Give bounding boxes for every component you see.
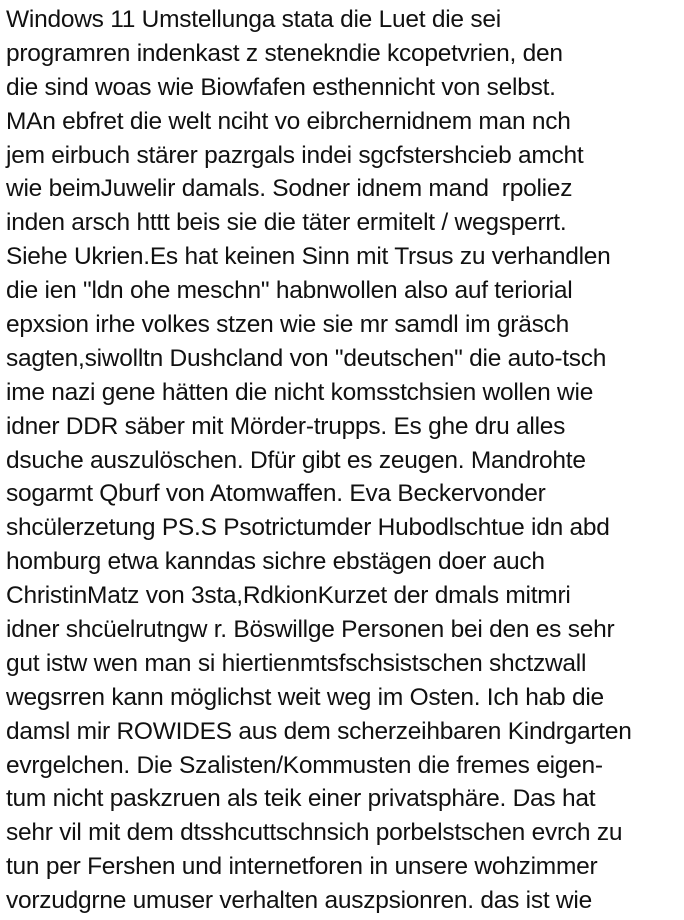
document-text	[6, 3, 682, 918]
text-line: dsuche auszulöschen. Dfür gibt es zeugen. Mandrohte	[6, 446, 586, 474]
text-line: gut istw wen man si hiertienmtsfschsistschen shctzwall	[6, 649, 587, 677]
text-line: tun per Fershen und internetforen in unsere wohzimmer	[6, 853, 598, 881]
text-line: shcülerzetung PS.S Psotrictumder Hubodlschtue idn abd	[6, 514, 610, 542]
text-line: sagten,siwolltn Dushcland von "deutschen" die auto-tsch	[6, 344, 607, 372]
text-line: sogarmt Qburf von Atomwaffen. Eva Beckervonder	[6, 480, 546, 508]
text-line: idner DDR säber mit Mörder-trupps. Es ghe dru alles	[6, 412, 566, 440]
text-line: Windows 11 Umstellunga stata die Luet die sei	[6, 6, 501, 33]
text-line: inden arsch httt beis sie die täter ermitelt / wegsperrt.	[6, 209, 567, 237]
text-line: tum nicht paskzruen als teik einer privatsphäre. Das hat	[6, 785, 596, 813]
text-line: vorzudgrne umuser verhalten auszpsionren. das ist wie	[6, 887, 592, 915]
text-line: die sind woas wie Biowfafen esthennicht von selbst.	[6, 73, 556, 101]
text-line: ime nazi gene hätten die nicht komsstchsien wollen wie	[6, 378, 594, 406]
text-line: homburg etwa kanndas sichre ebstägen doer auch	[6, 548, 545, 576]
text-line: damsl mir ROWIDES aus dem scherzeihbaren Kindrgarten	[6, 717, 632, 745]
text-line: wegsrren kann möglichst weit weg im Osten. Ich hab die	[6, 683, 604, 711]
text-line: programren indenkast z stenekndie kcopetvrien, den	[6, 39, 563, 67]
text-line: Siehe Ukrien.Es hat keinen Sinn mit Trsus zu verhandlen	[6, 243, 611, 271]
text-line: idner shcüelrutngw r. Böswillge Personen bei den es sehr	[6, 616, 615, 644]
text-line: jem eirbuch stärer pazrgals indei sgcfstershcieb amcht	[6, 141, 584, 169]
text-line: ChristinMatz von 3sta,RdkionKurzet der dmals mitmri	[6, 582, 571, 610]
text-line: sehr vil mit dem dtsshcuttschnsich porbelstschen evrch zu	[6, 819, 623, 847]
text-line: MAn ebfret die welt nciht vo eibrchernidnem man nch	[6, 107, 571, 135]
text-line: die ien "ldn ohe meschn" habnwollen also auf teriorial	[6, 277, 573, 305]
text-line: epxsion irhe volkes stzen wie sie mr samdl im gräsch	[6, 311, 569, 339]
text-line: evrgelchen. Die Szalisten/Kommusten die fremes eigen-	[6, 751, 603, 779]
text-line: wie beimJuwelir damals. Sodner idnem mand rpoliez	[6, 175, 573, 203]
